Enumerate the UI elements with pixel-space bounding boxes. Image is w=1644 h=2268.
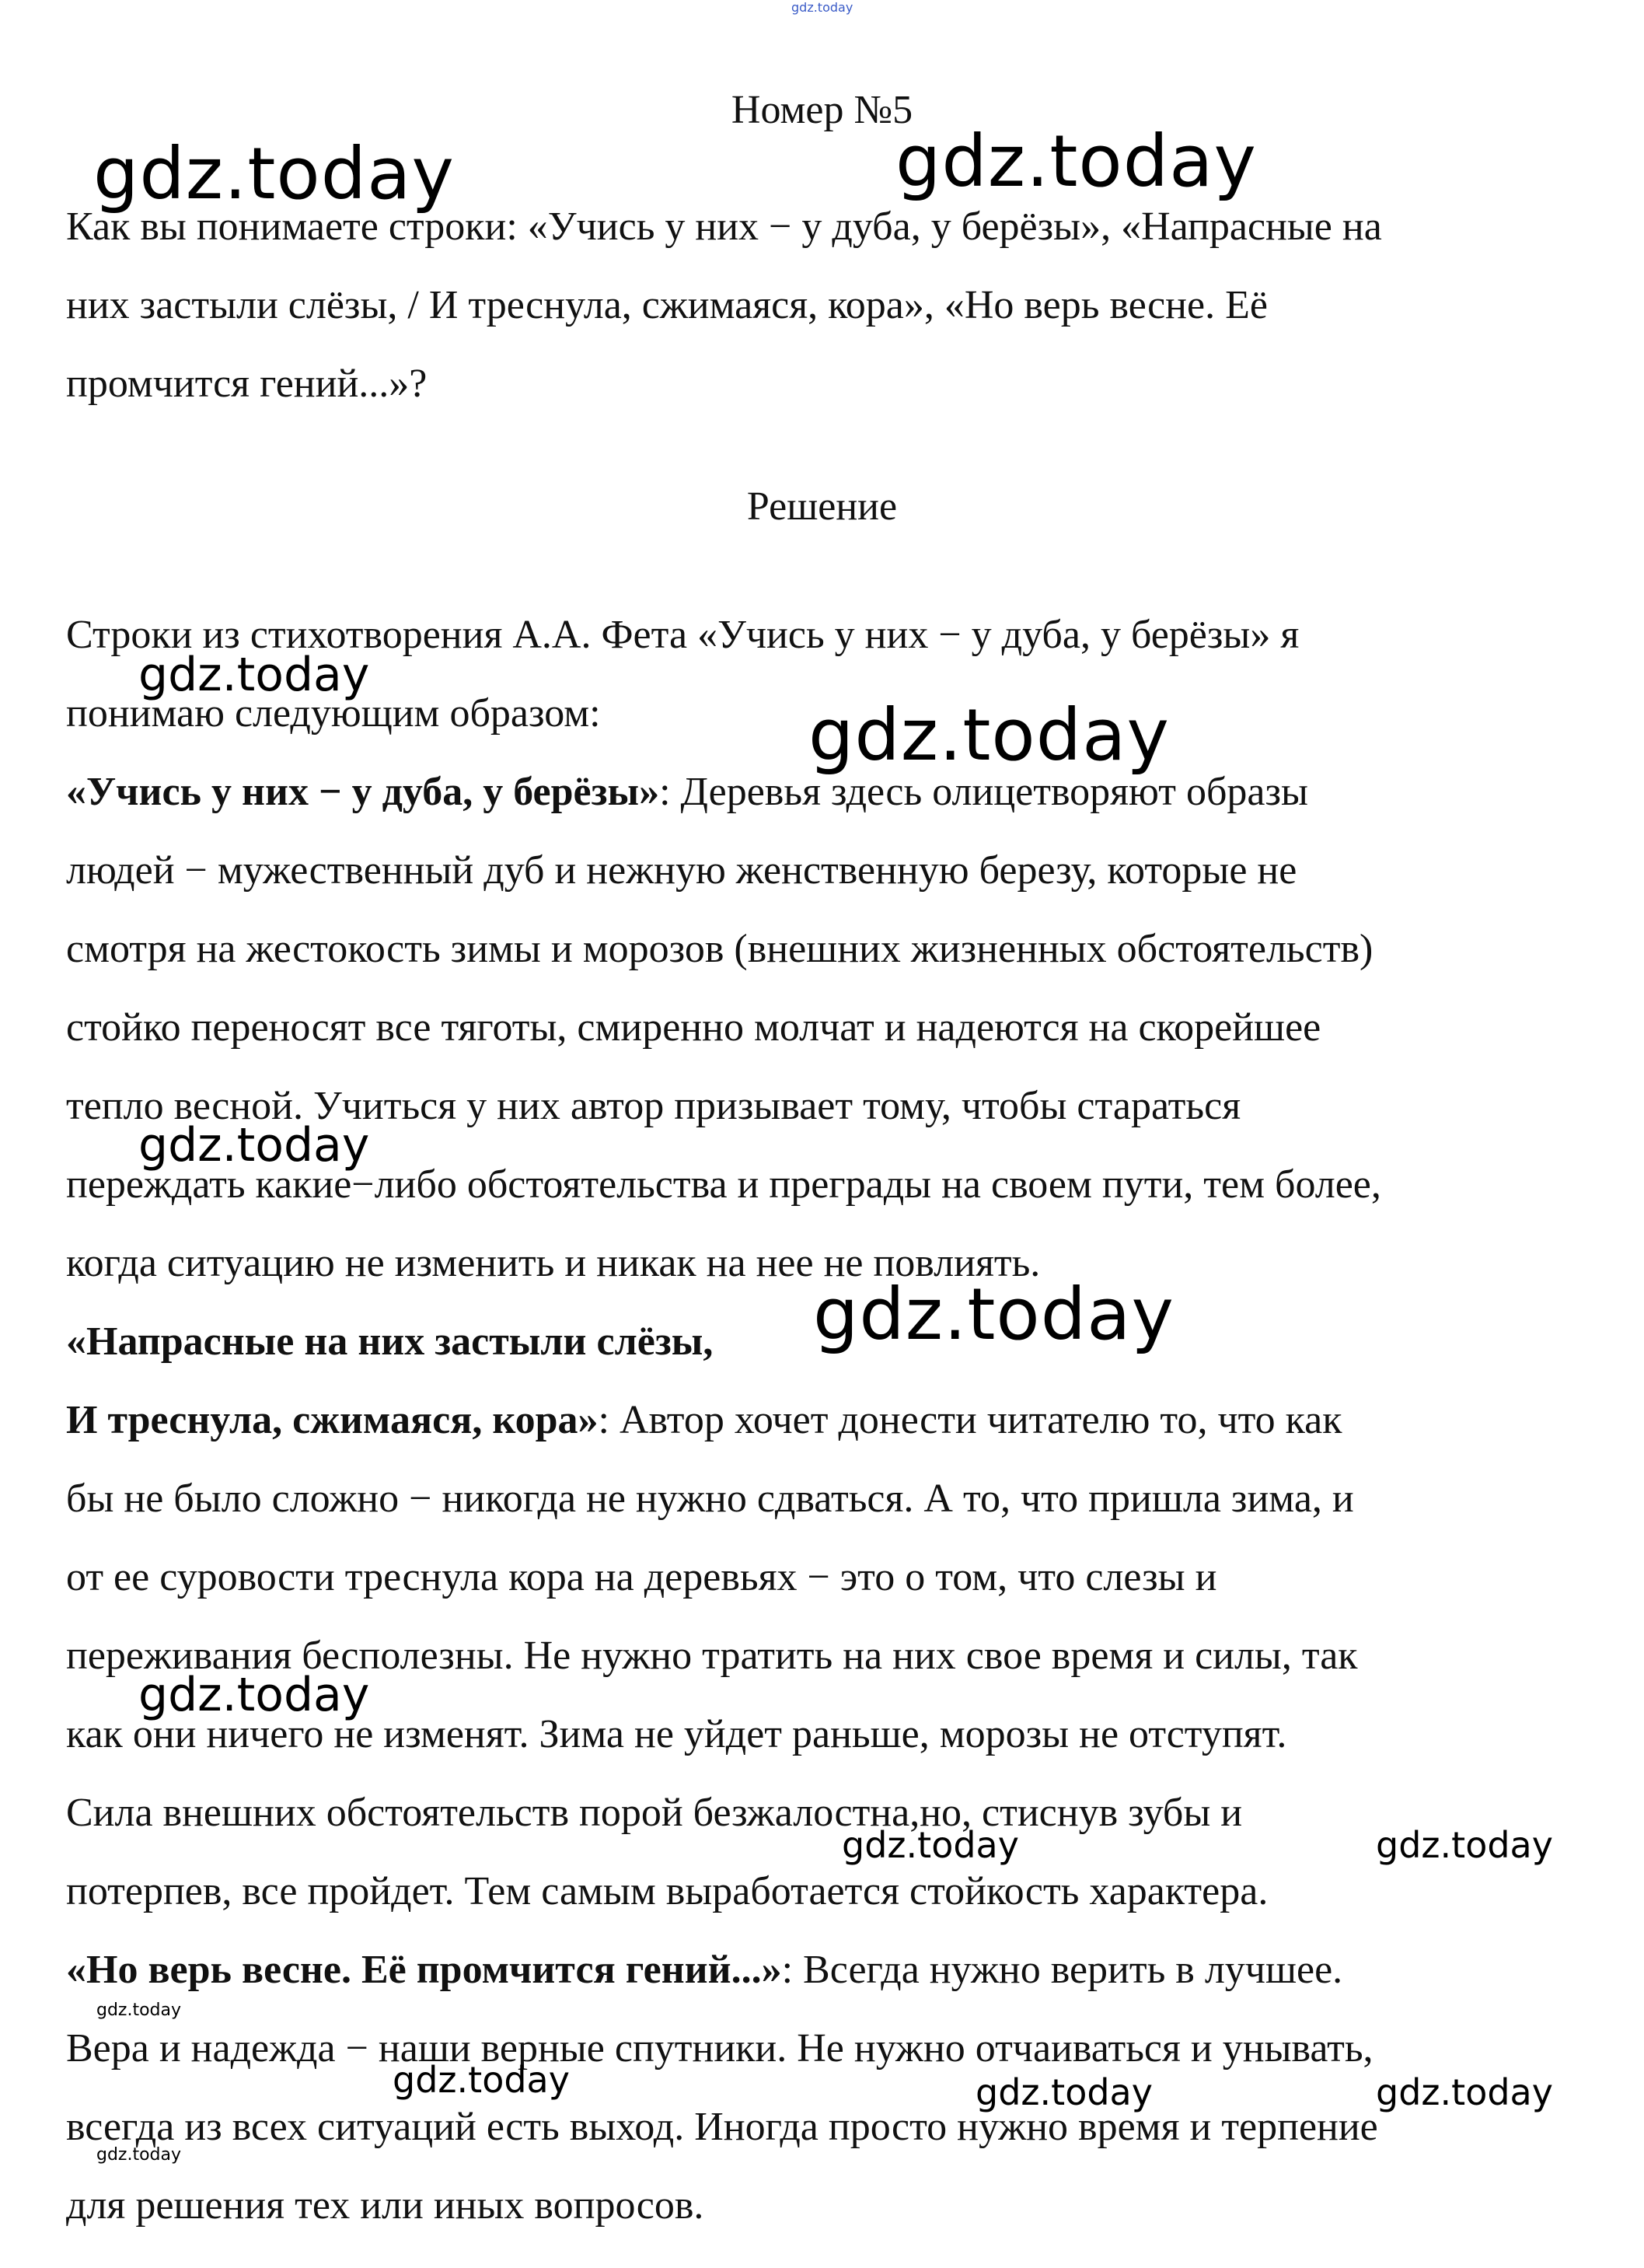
watermark: gdz.today (1376, 1824, 1553, 1866)
intro-line: понимаю следующим образом: (66, 691, 601, 736)
watermark: gdz.today (1376, 2071, 1553, 2113)
section2-line: Сила внешних обстоятельств порой безжалостна,но, стиснув зубы и (66, 1791, 1243, 1835)
section3-line: Вера и надежда − наши верные спутники. Не нужно отчаиваться и унывать, (66, 2026, 1373, 2071)
section2-line: от ее суровости треснула кора на деревьях − это о том, что слезы и (66, 1555, 1217, 1599)
watermark: gdz.today (895, 120, 1257, 203)
section2-line: бы не было сложно − никогда не нужно сдваться. А то, что пришла зима, и (66, 1476, 1354, 1521)
section2-quote-line2: И треснула, сжимаяся, кора» (66, 1398, 599, 1442)
watermark: gdz.today (138, 1118, 370, 1172)
intro-line: Строки из стихотворения А.А. Фета «Учись у них − у дуба, у берёзы» я (66, 613, 1300, 657)
section2-line: переживания бесполезны. Не нужно тратить на них свое время и силы, так (66, 1634, 1358, 1678)
page-title: Номер №5 (731, 88, 913, 132)
watermark-top: gdz.today (791, 0, 853, 15)
watermark: gdz.today (808, 694, 1170, 777)
question-line: них застыли слёзы, / И треснула, сжимаяся, кора», «Но верь весне. Её (66, 283, 1268, 327)
section2-first-line-rest: : Автор хочет донести читателю то, что как (598, 1398, 1342, 1442)
watermark: gdz.today (93, 132, 455, 215)
section2-quote-line1: «Напрасные на них застыли слёзы, (66, 1319, 714, 1364)
question-line: промчится гений...»? (66, 362, 428, 406)
section1-line: когда ситуацию не изменить и никак на нее не повлиять. (66, 1241, 1041, 1285)
solution-heading: Решение (746, 484, 898, 529)
section1-first-line-rest: : Деревья здесь олицетворяют образы (659, 770, 1308, 814)
watermark: gdz.today (138, 1668, 370, 1722)
question-line: Как вы понимаете строки: «Учись у них − у дуба, у берёзы», «Напрасные на (66, 204, 1382, 249)
watermark: gdz.today (393, 2059, 570, 2101)
section3-first-line (66, 1947, 1342, 1994)
section1-first-line (66, 769, 1308, 816)
section2-line: потерпев, все пройдет. Тем самым выработается стойкость характера. (66, 1869, 1269, 1913)
watermark: gdz.today (976, 2071, 1153, 2113)
section3-quote: «Но верь весне. Её промчится гений...» (66, 1948, 782, 1992)
watermark: gdz.today (96, 2145, 182, 2165)
section2-first-line (66, 1397, 1342, 1444)
section1-quote: «Учись у них − у дуба, у берёзы» (66, 770, 660, 814)
watermark: gdz.today (813, 1273, 1175, 1356)
section3-line: для решения тех или иных вопросов. (66, 2183, 704, 2228)
section3-first-line-rest: : Всегда нужно верить в лучшее. (781, 1948, 1343, 1992)
section1-line: тепло весной. Учиться у них автор призывает тому, чтобы стараться (66, 1084, 1241, 1128)
watermark: gdz.today (96, 2001, 182, 2020)
section2-line: как они ничего не изменят. Зима не уйдет раньше, морозы не отступят. (66, 1712, 1287, 1756)
section1-line: смотря на жестокость зимы и морозов (внешних жизненных обстоятельств) (66, 927, 1373, 971)
section1-line: людей − мужественный дуб и нежную женственную березу, которые не (66, 848, 1297, 893)
watermark: gdz.today (138, 648, 370, 702)
section1-line: стойко переносят все тяготы, смиренно молчат и надеются на скорейшее (66, 1005, 1321, 1050)
section3-line: всегда из всех ситуаций есть выход. Иногда просто нужно время и терпение (66, 2105, 1378, 2149)
watermark: gdz.today (842, 1824, 1019, 1866)
section1-line: переждать какие−либо обстоятельства и преграды на своем пути, тем более, (66, 1162, 1381, 1207)
